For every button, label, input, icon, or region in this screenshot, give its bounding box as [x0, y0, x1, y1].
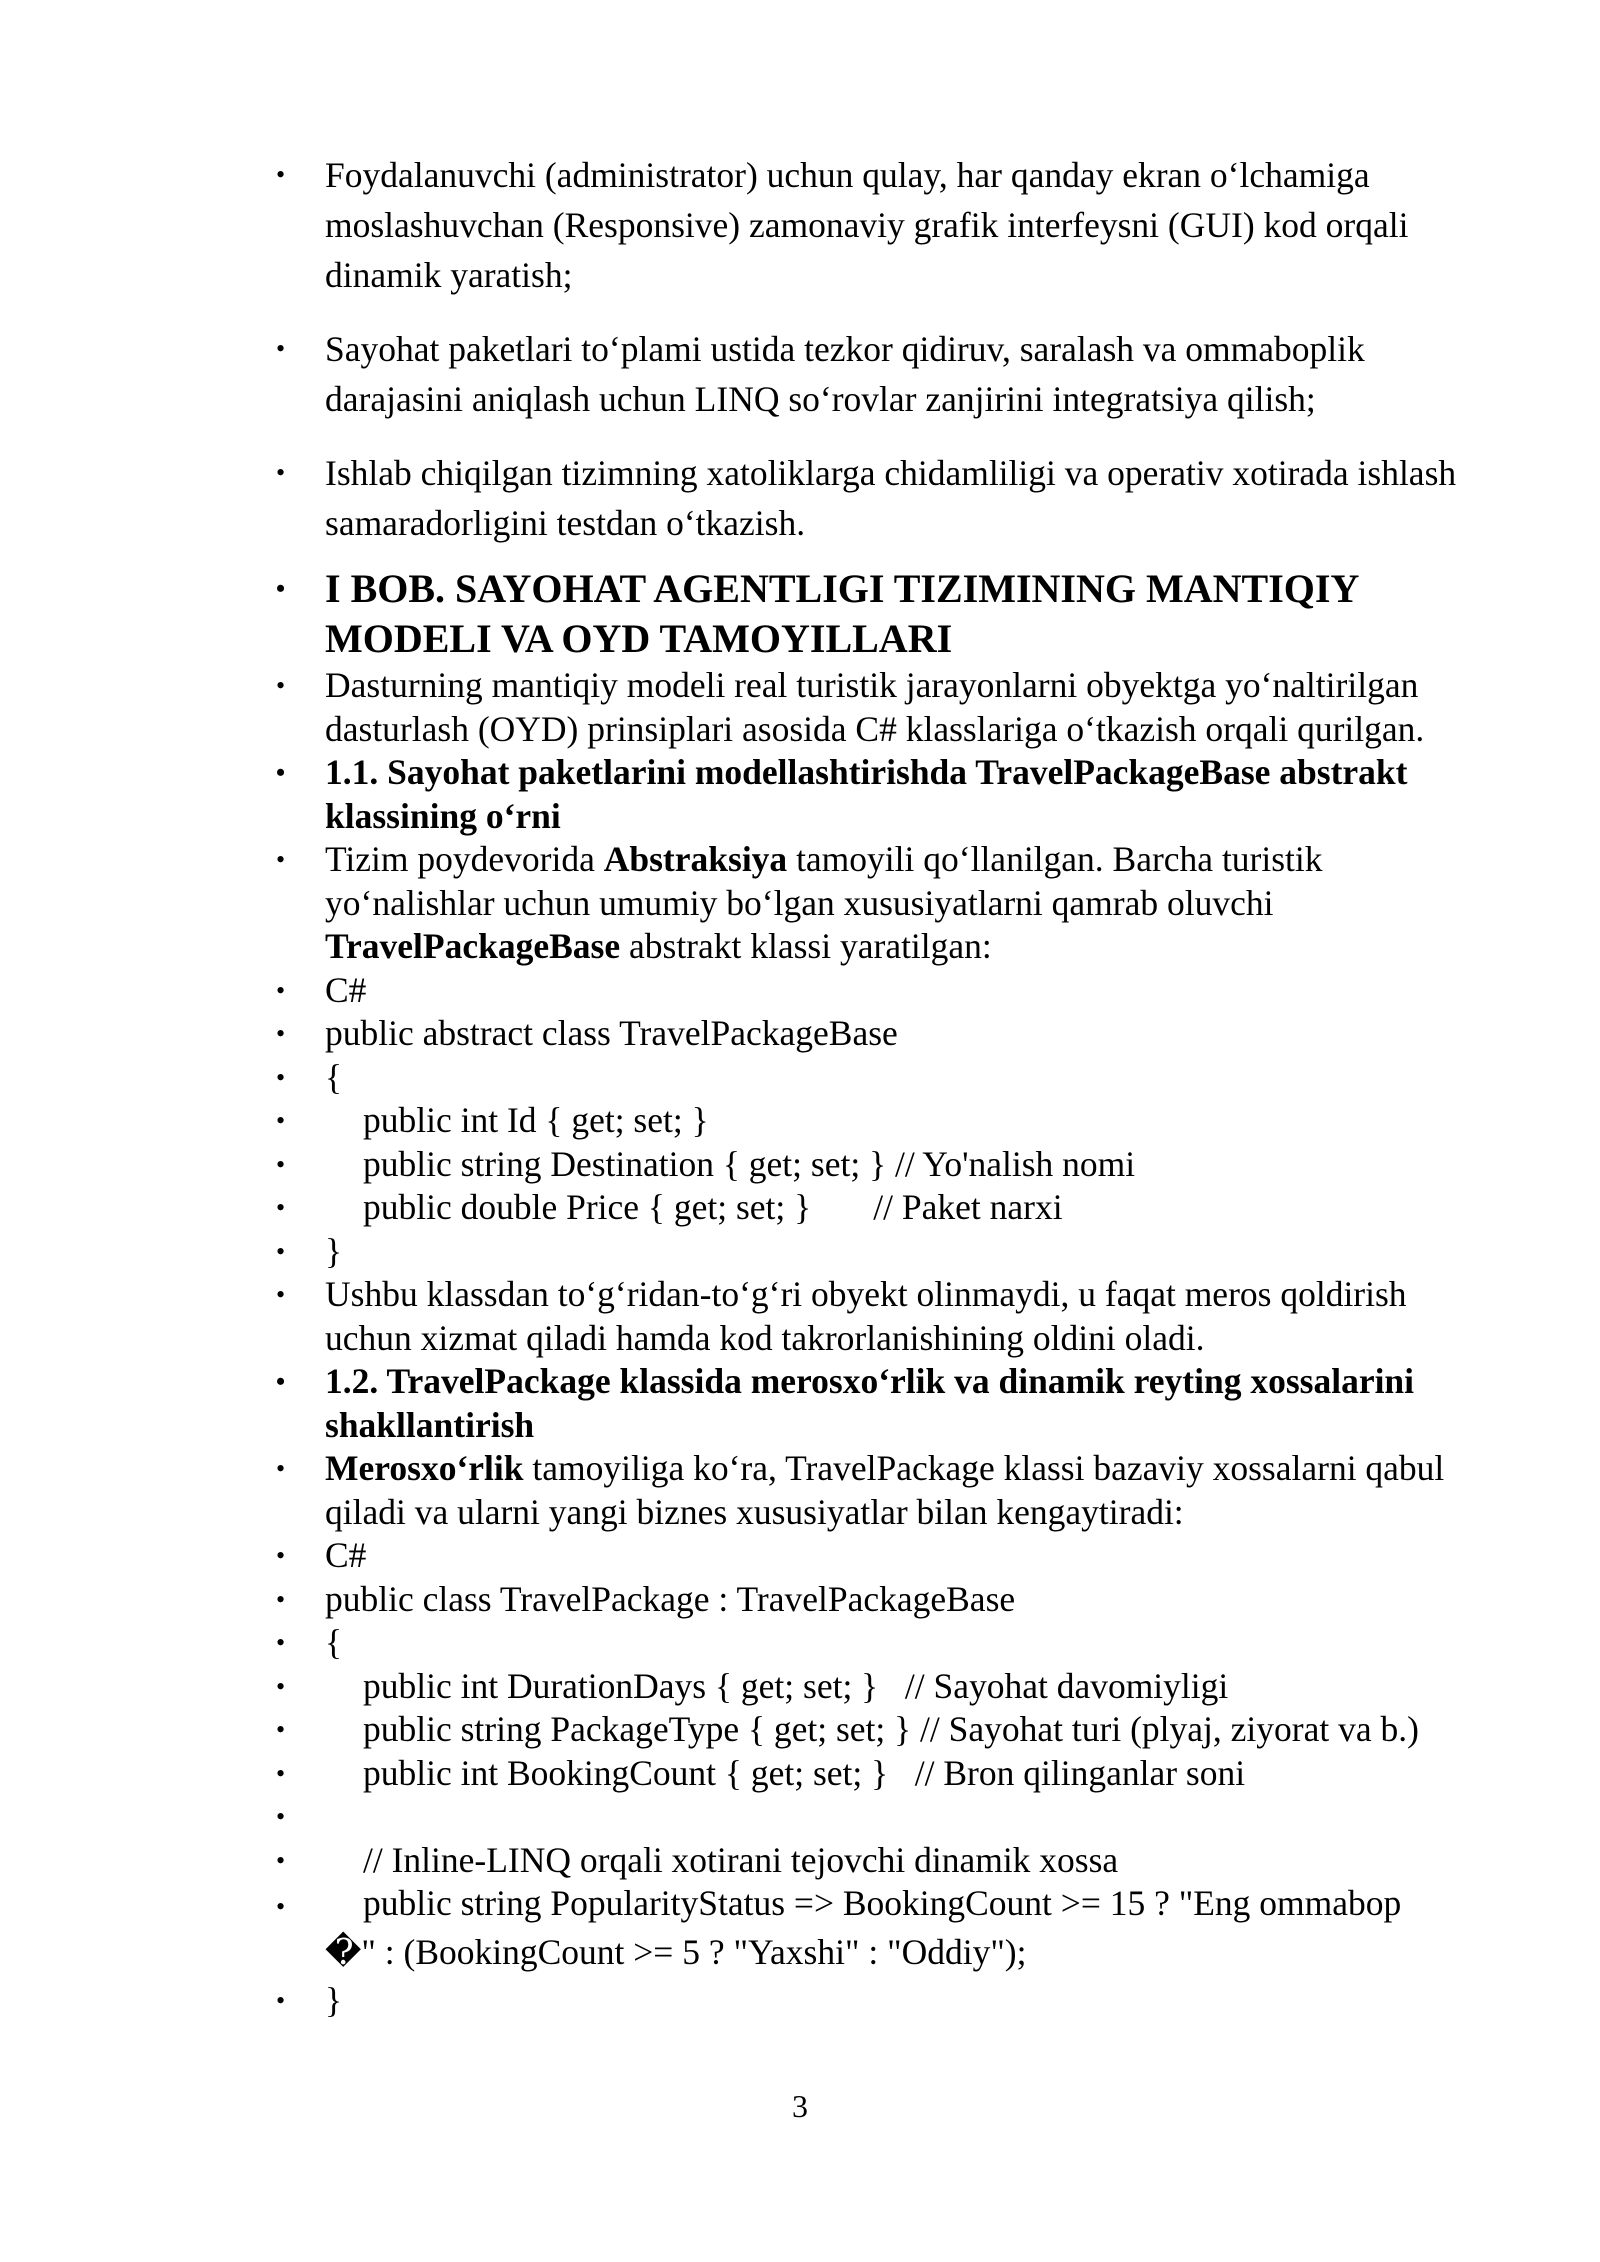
paragraph-text: tamoyiliga ko‘ra, TravelPackage klassi bazaviy xossalarni qabul qiladi va ularni yangi biznes xususiyatlar bilan kengaytiradi: [325, 1448, 1445, 1532]
objective-text: Ishlab chiqilgan tizimning xatoliklarga chidamliligi va operativ xotirada ishlash samaradorligini testdan o‘tkazish. [325, 453, 1457, 543]
code-line [270, 1143, 1500, 1187]
list-item [270, 448, 1500, 548]
list-item [270, 664, 1500, 751]
section-heading [270, 751, 1500, 838]
chapter-intro-text: Dasturning mantiqiy modeli real turistik jarayonlarni obyektga yo‘naltirilgan dasturlash (OYD) prinsiplari asosida C# klasslariga o‘tkazish orqali qurilgan. [325, 665, 1425, 749]
code-comment: // Inline-LINQ orqali xotirani tejovchi dinamik xossa [363, 1839, 1119, 1880]
paragraph-text: abstrakt klassi yaratilgan: [620, 926, 992, 966]
page-content [270, 150, 1500, 2022]
code-line [270, 1056, 1500, 1100]
code-text: public string PopularityStatus => BookingCount >= 15 ? "Eng ommabop [363, 1883, 1402, 1923]
bold-term: Abstraksiya [603, 839, 788, 879]
page-number: 3 [792, 2088, 808, 2124]
paragraph-text: Tizim poydevorida [325, 839, 604, 879]
code-line [270, 1012, 1500, 1056]
code-line [270, 1230, 1500, 1274]
code-line [270, 1665, 1500, 1709]
code-language-label: C# [325, 1535, 367, 1575]
code-text: { [325, 1622, 343, 1662]
section-heading-text: 1.2. TravelPackage klassida merosxo‘rlik va dinamik reyting xossalarini shakllantirish [325, 1361, 1415, 1445]
bold-term: TravelPackageBase [325, 926, 621, 966]
code-line [270, 1534, 1500, 1578]
list-item [270, 324, 1500, 424]
list-item [270, 838, 1500, 969]
paragraph-text: tamoyili qo‘llanilgan. Barcha turistik yo‘nalishlar uchun umumiy bo‘lgan xususiyatlarni qamrab oluvchi [325, 839, 1323, 923]
code-text: public abstract class TravelPackageBase [325, 1013, 898, 1053]
code-text: public double Price { get; set; } // Paket narxi [363, 1187, 1063, 1227]
code-line [270, 1621, 1500, 1665]
chapter-heading-text: I BOB. SAYOHAT AGENTLIGI TIZIMINING MANTIQIY MODELI VA OYD TAMOYILLARI [325, 566, 1358, 661]
code-text: public int DurationDays { get; set; } // Sayohat davomiyligi [363, 1665, 1229, 1706]
paragraph-text: Ushbu klassdan to‘g‘ridan-to‘g‘ri obyekt olinmaydi, u faqat meros qoldirish uchun xizmat qiladi hamda kod takrorlanishining oldini oladi. [325, 1274, 1407, 1358]
code-text: public class TravelPackage : TravelPackageBase [325, 1578, 1016, 1619]
code-language-label: C# [325, 969, 367, 1010]
code-line [270, 1186, 1500, 1230]
objective-text: Foydalanuvchi (administrator) uchun qulay, har qanday ekran o‘lchamiga moslashuvchan (Responsive) zamonaviy grafik interfeysni (GUI) kod orqali dinamik yaratish; [325, 155, 1409, 295]
code-line [270, 1882, 1500, 1979]
code-text: public string Destination { get; set; } // Yo'nalish nomi [363, 1143, 1136, 1184]
code-line [270, 1578, 1500, 1622]
objective-text: Sayohat paketlari to‘plami ustida tezkor qidiruv, saralash va ommaboplik darajasini aniqlash uchun LINQ so‘rovlar zanjirini integratsiya qilish; [325, 329, 1365, 419]
code-text: public int BookingCount { get; set; } // Bron qilinganlar soni [363, 1752, 1246, 1793]
code-line [270, 969, 1500, 1013]
list-item [270, 150, 1500, 300]
code-line [270, 1979, 1500, 2023]
code-line [270, 1099, 1500, 1143]
list-item [270, 1273, 1500, 1360]
code-text: } [325, 1979, 343, 2020]
bold-term: Merosxo‘rlik [325, 1448, 524, 1488]
code-line [270, 1839, 1500, 1883]
section-heading-text: 1.1. Sayohat paketlarini modellashtirishda TravelPackageBase abstrakt klassining o‘rni [325, 752, 1408, 836]
list-item [270, 1447, 1500, 1534]
chapter-heading [270, 564, 1500, 664]
code-line [270, 1795, 1500, 1839]
section-heading [270, 1360, 1500, 1447]
code-text: public string PackageType { get; set; } // Sayohat turi (plyaj, ziyorat va b.) [363, 1709, 1419, 1749]
code-text: public int Id { get; set; } [363, 1100, 709, 1140]
code-text: { [325, 1056, 343, 1097]
code-line [270, 1752, 1500, 1796]
code-text: } [325, 1230, 343, 1271]
code-text: �" : (BookingCount >= 5 ? "Yaxshi" : "Oddiy"); [325, 1931, 1027, 1972]
code-line [270, 1708, 1500, 1752]
